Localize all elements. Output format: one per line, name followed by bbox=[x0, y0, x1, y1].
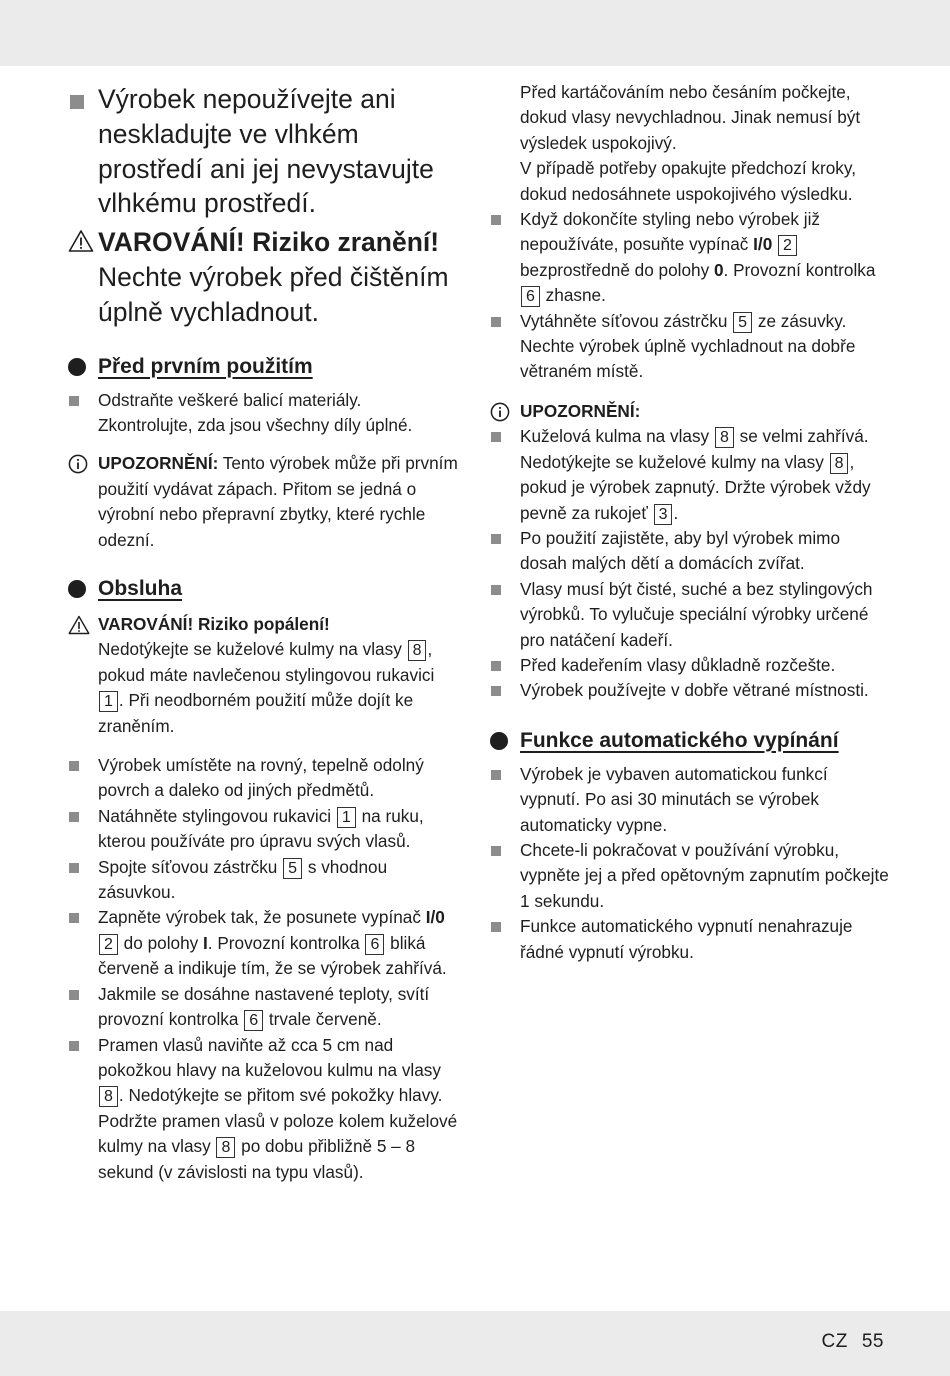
square-bullet-icon bbox=[69, 396, 79, 406]
part-number: 2 bbox=[778, 235, 797, 256]
right-column bbox=[490, 80, 890, 965]
language-code: CZ bbox=[821, 1331, 848, 1352]
list-item: Výrobek používejte v dobře větrané místnosti. bbox=[490, 678, 890, 703]
part-number: 8 bbox=[408, 640, 427, 661]
square-bullet-icon bbox=[491, 661, 501, 671]
part-number: 8 bbox=[216, 1137, 235, 1158]
square-bullet-icon bbox=[69, 761, 79, 771]
top-bar bbox=[0, 0, 950, 66]
list-item: Po použití zajistěte, aby byl výrobek mimo dosah malých dětí a domácích zvířat. bbox=[490, 526, 890, 577]
list-item: Spojte síťovou zástrčku 5 s vhodnou zásuvkou. bbox=[68, 855, 458, 906]
list-item: Výrobek je vybaven automatickou funkcí vypnutí. Po asi 30 minutách se výrobek automaticky vypne. bbox=[490, 762, 890, 838]
list-item: Zapněte výrobek tak, že posunete vypínač I/0 2 do polohy I. Provozní kontrolka 6 bliká červeně a indikuje tím, že se výrobek zahřívá. bbox=[68, 905, 458, 981]
warning-triangle-icon bbox=[68, 229, 94, 253]
square-bullet-icon bbox=[69, 863, 79, 873]
square-bullet-icon bbox=[491, 770, 501, 780]
first-use-note: UPOZORNĚNÍ: Tento výrobek může při prvním použití vydávat zápach. Přitom se jedná o výrobní nebo přepravní zbytky, které rychle odezní. bbox=[68, 451, 458, 553]
burn-warning: VAROVÁNÍ! Riziko popálení! Nedotýkejte se kuželové kulmy na vlasy 8 , pokud máte navlečenou stylingovou rukavici 1 . Při neodborném použití může dojít ke zraněním. bbox=[68, 612, 458, 739]
bullet-dot-icon bbox=[68, 358, 86, 376]
part-number: 8 bbox=[830, 453, 849, 474]
square-bullet-icon bbox=[69, 990, 79, 1000]
warning-triangle-icon bbox=[68, 615, 90, 635]
page-number bbox=[822, 1331, 884, 1353]
square-bullet-icon bbox=[491, 846, 501, 856]
bullet-dot-icon bbox=[490, 732, 508, 750]
bullet-dot-icon bbox=[68, 580, 86, 598]
section-auto-off-heading: Funkce automatického vypínání bbox=[490, 726, 890, 756]
continuation-text: Před kartáčováním nebo česáním počkejte, dokud vlasy nevychladnou. Jinak nemusí být výsledek uspokojivý. V případě potřeby opakujte předchozí kroky, dokud nedosáhnete uspokojivého výsledku. bbox=[520, 82, 861, 204]
part-number: 2 bbox=[99, 934, 118, 955]
list-item: Vlasy musí být čisté, suché a bez stylingových výrobků. To vylučuje speciální výrobky určené pro natáčení kadeří. bbox=[490, 577, 890, 653]
square-bullet-icon bbox=[69, 1041, 79, 1051]
page-number-value: 55 bbox=[861, 1331, 884, 1352]
part-number: 1 bbox=[337, 807, 356, 828]
list-item: Jakmile se dosáhne nastavené teploty, svítí provozní kontrolka 6 trvale červeně. bbox=[68, 982, 458, 1033]
list-item: Chcete-li pokračovat v používání výrobku, vypněte jej a před opětovným zapnutím počkejte 1 sekundu. bbox=[490, 838, 890, 914]
info-icon bbox=[490, 402, 510, 422]
list-item: Pramen vlasů naviňte až cca 5 cm nad pokožkou hlavy na kuželovou kulmu na vlasy 8 . Nedotýkejte se přitom své pokožky hlavy. Podržte pramen vlasů v poloze kolem kuželové kulmy na vlasy 8 po dobu přibližně 5 – 8 sekund (v závislosti na typu vlasů). bbox=[68, 1033, 458, 1185]
part-number: 5 bbox=[283, 858, 302, 879]
square-bullet-icon bbox=[69, 812, 79, 822]
square-bullet-icon bbox=[491, 432, 501, 442]
list-item: Natáhněte stylingovou rukavici 1 na ruku, kterou používáte pro úpravu svých vlasů. bbox=[68, 804, 458, 855]
list-item: Výrobek umístěte na rovný, tepelně odolný povrch a daleko od jiných předmětů. bbox=[68, 753, 458, 804]
moisture-warning-item: Výrobek nepoužívejte ani neskladujte ve vlhkém prostředí ani jej nevystavujte vlhkému prostředí. bbox=[68, 82, 458, 221]
info-icon bbox=[68, 454, 88, 474]
list-item: Odstraňte veškeré balicí materiály. Zkontrolujte, zda jsou všechny díly úplné. bbox=[68, 388, 458, 439]
part-number: 1 bbox=[99, 691, 118, 712]
square-bullet-icon bbox=[491, 215, 501, 225]
note-heading: UPOZORNĚNÍ: bbox=[490, 399, 890, 424]
part-number: 6 bbox=[521, 286, 540, 307]
part-number: 6 bbox=[244, 1010, 263, 1031]
square-bullet-icon bbox=[491, 317, 501, 327]
list-item: Funkce automatického vypnutí nenahrazuje řádné vypnutí výrobku. bbox=[490, 914, 890, 965]
list-item: Před kadeřením vlasy důkladně rozčešte. bbox=[490, 653, 890, 678]
part-number: 3 bbox=[654, 504, 673, 525]
square-bullet-icon bbox=[491, 534, 501, 544]
square-bullet-icon bbox=[491, 585, 501, 595]
list-item: Když dokončíte styling nebo výrobek již nepoužíváte, posuňte vypínač I/0 2 bezprostředně do polohy 0. Provozní kontrolka 6 zhasne. bbox=[490, 207, 890, 309]
square-bullet-icon bbox=[69, 913, 79, 923]
list-item: Vytáhněte síťovou zástrčku 5 ze zásuvky. Nechte výrobek úplně vychladnout na dobře větraném místě. bbox=[490, 309, 890, 385]
left-column bbox=[68, 78, 458, 1185]
list-item: Kuželová kulma na vlasy 8 se velmi zahřívá. Nedotýkejte se kuželové kulmy na vlasy 8 , pokud je výrobek zapnutý. Držte výrobek vždy pevně za rukojeť 3 . bbox=[490, 424, 890, 526]
part-number: 6 bbox=[365, 934, 384, 955]
footer-bar bbox=[0, 1311, 950, 1376]
square-bullet-icon bbox=[491, 922, 501, 932]
part-number: 8 bbox=[715, 427, 734, 448]
square-bullet-icon bbox=[70, 95, 84, 109]
part-number: 5 bbox=[733, 312, 752, 333]
part-number: 8 bbox=[99, 1086, 118, 1107]
injury-warning: VAROVÁNÍ! Riziko zranění! Nechte výrobek před čištěním úplně vychladnout. bbox=[68, 225, 458, 329]
section-operation-heading: Obsluha bbox=[68, 574, 458, 604]
section-first-use-heading: Před prvním použitím bbox=[68, 352, 458, 382]
square-bullet-icon bbox=[491, 686, 501, 696]
